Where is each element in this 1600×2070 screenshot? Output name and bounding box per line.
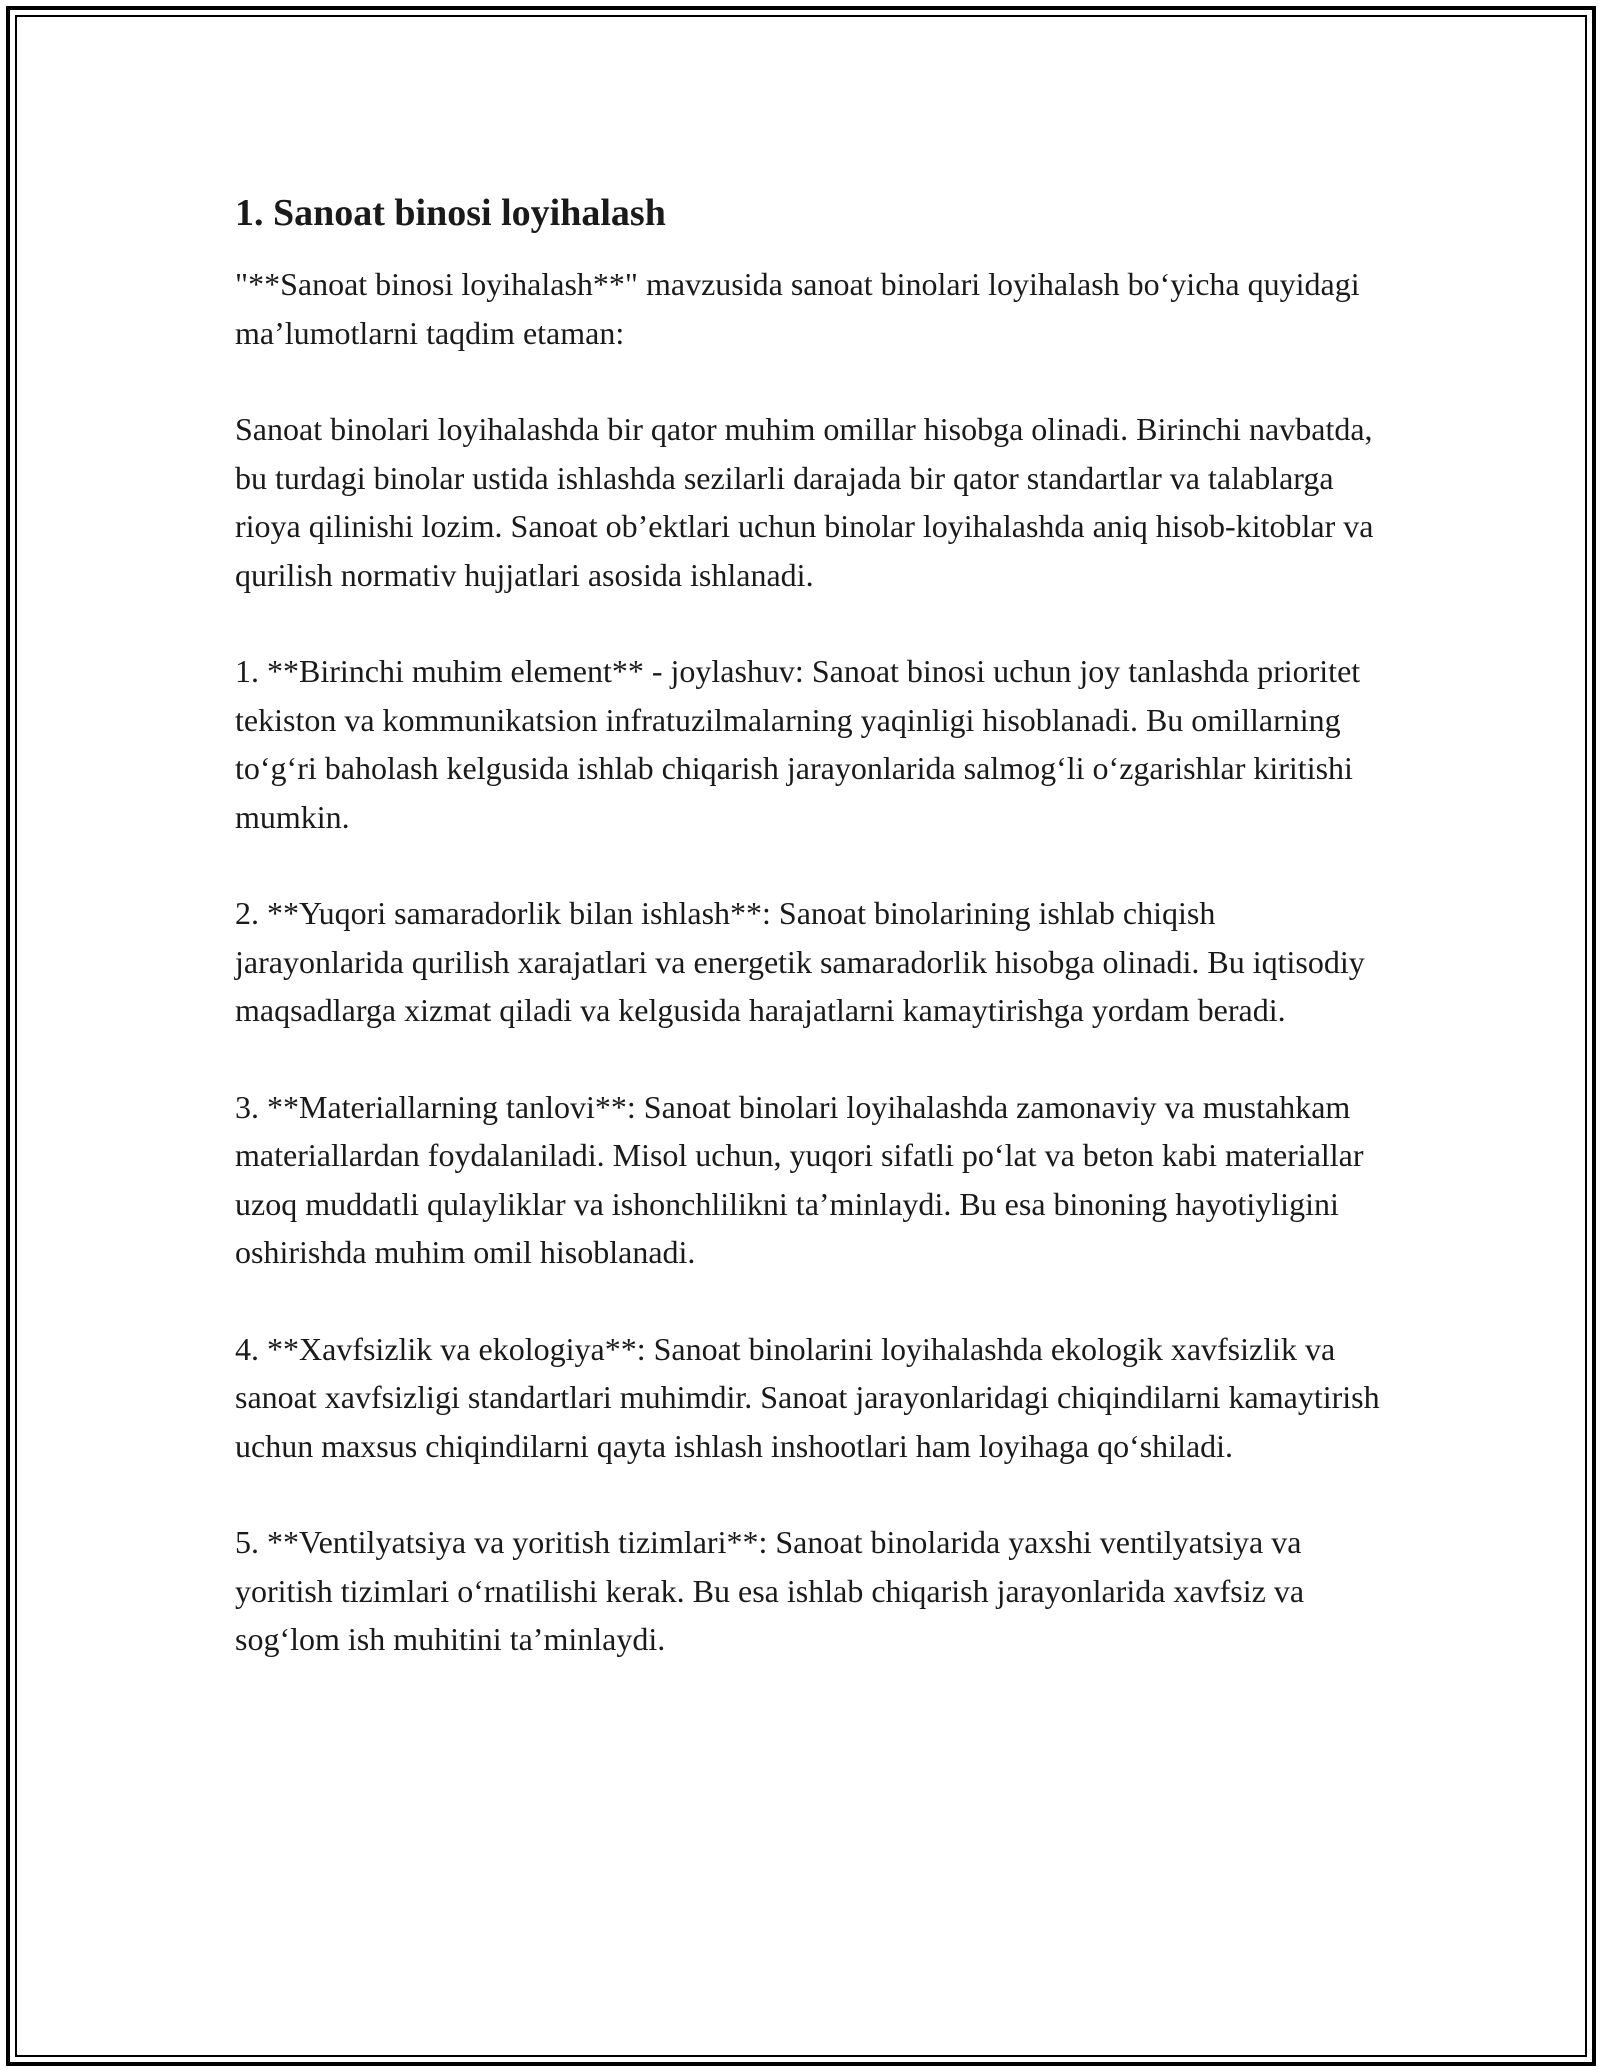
overview-paragraph: Sanoat binolari loyihalashda bir qator muhim omillar hisobga olinadi. Birinchi navbatda, bu turdagi binolar ustida ishlashda sezilarli darajada bir qator standartlar va talablarga rioya qilinishi lozim. Sanoat ob’ektlari uchun binolar loyihalashda aniq hisob-kitoblar va qurilish normativ hujjatlari asosida ishlanadi.	[235, 411, 1374, 593]
list-item-safety-ecology: 4. **Xavfsizlik va ekologiya**: Sanoat binolarini loyihalashda ekologik xavfsizlik va sanoat xavfsizligi standartlari muhimdir. Sanoat jarayonlaridagi chiqindilarni kamaytirish uchun maxsus chiqindilarni qayta ishlash inshootlari ham loyihaga qo‘shiladi.	[235, 1330, 1380, 1464]
document-title: 1. Sanoat binosi loyihalash	[235, 192, 666, 234]
document-body	[235, 188, 1385, 1712]
list-item-location: 1. **Birinchi muhim element** - joylashuv: Sanoat binosi uchun joy tanlashda prioritet tekiston va kommunikatsion infratuzilmalarning yaqinligi hisoblanadi. Bu omillarning to‘g‘ri baholash kelgusida ishlab chiqarish jarayonlarida salmog‘li o‘zgarishlar kiritishi mumkin.	[235, 653, 1361, 835]
list-item-ventilation-lighting: 5. **Ventilyatsiya va yoritish tizimlari**: Sanoat binolarida yaxshi ventilyatsiya va yoritish tizimlari o‘rnatilishi kerak. Bu esa ishlab chiqarish jarayonlarida xavfsiz va sog‘lom ish muhitini ta’minlaydi.	[235, 1524, 1305, 1657]
list-item-efficiency: 2. **Yuqori samaradorlik bilan ishlash**: Sanoat binolarining ishlab chiqish jarayonlarida qurilish xarajatlari va energetik samaradorlik hisobga olinadi. Bu iqtisodiy maqsadlarga xizmat qiladi va kelgusida harajatlarni kamaytirishga yordam beradi.	[235, 895, 1365, 1028]
intro-paragraph: "**Sanoat binosi loyihalash**" mavzusida sanoat binolari loyihalash bo‘yicha quyidagi ma’lumotlarni taqdim etaman:	[235, 266, 1360, 351]
list-item-materials: 3. **Materiallarning tanlovi**: Sanoat binolari loyihalashda zamonaviy va mustahkam materiallardan foydalaniladi. Misol uchun, yuqori sifatli po‘lat va beton kabi materiallar uzoq muddatli qulayliklar va ishonchlilikni ta’minlaydi. Bu esa binoning hayotiyligini oshirishda muhim omil hisoblanadi.	[235, 1088, 1364, 1270]
